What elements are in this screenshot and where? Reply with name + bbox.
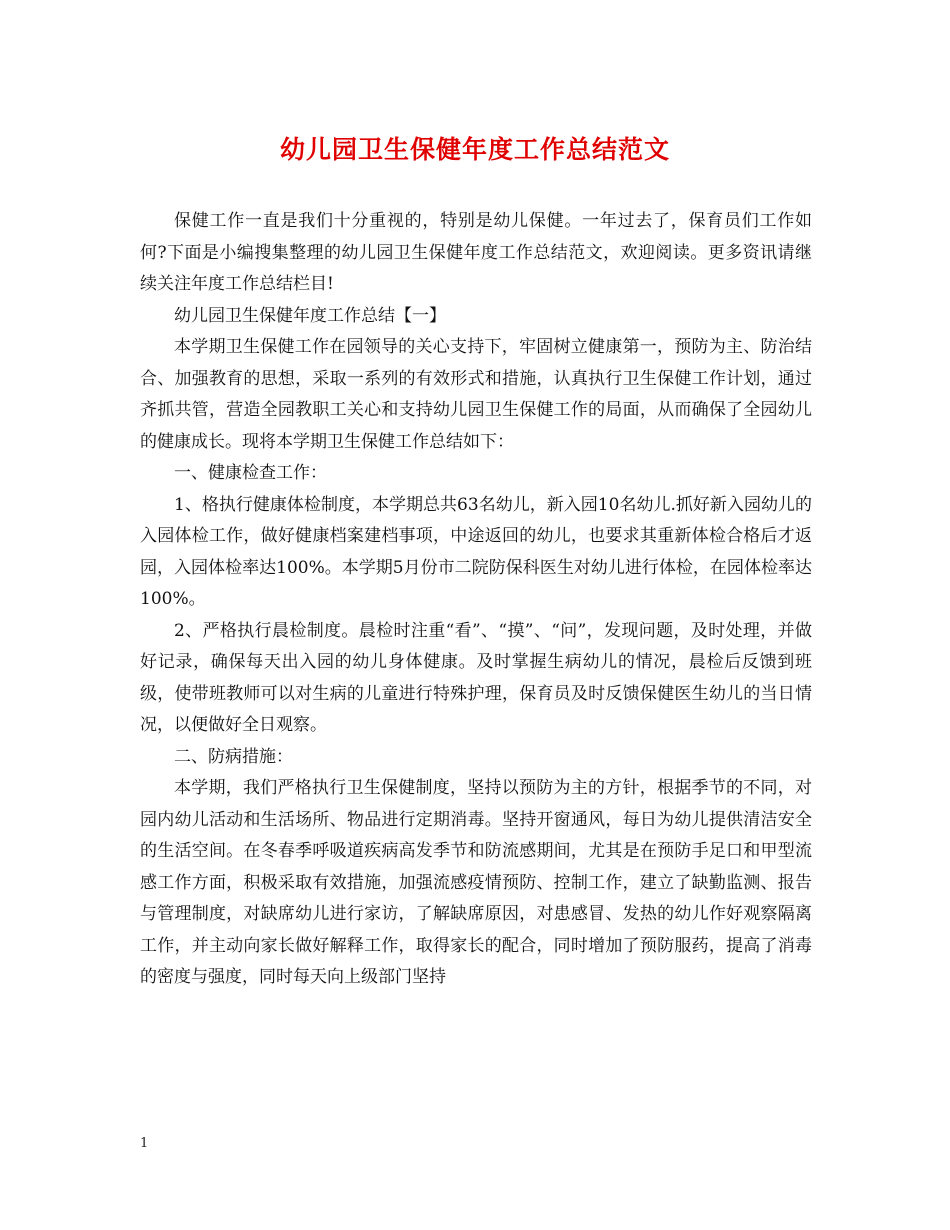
health-check-item-2: 2、严格执行晨检制度。晨检时注重“看”、“摸”、“问”，发现问题，及时处理，并做好记录，确保每天出入园的幼儿身体健康。及时掌握生病幼儿的情况，晨检后反馈到班级，使带班教师可以对生病的儿童进行特殊护理，保育员及时反馈保健医生幼儿的当日情况，以便做好全日观察。: [140, 620, 812, 735]
summary-paragraph: 本学期卫生保健工作在园领导的关心支持下，牢固树立健康第一，预防为主、防治结合、加强教育的思想，采取一系列的有效形式和措施，认真执行卫生保健工作计划，通过齐抓共管，营造全园教职工关心和支持幼儿园卫生保健工作的局面，从而确保了全园幼儿的健康成长。现将本学期卫生保健工作总结如下：: [140, 337, 812, 452]
health-check-item-1: 1、格执行健康体检制度，本学期总共63名幼儿，新入园10名幼儿.抓好新入园幼儿的入园体检工作，做好健康档案建档事项，中途返回的幼儿，也要求其重新体检合格后才返园，入园体检率达100%。本学期5月份市二院防保科医生对幼儿进行体检，在园体检率达100%。: [140, 494, 812, 609]
document-body: [140, 206, 812, 994]
prevention-paragraph: 本学期，我们严格执行卫生保健制度，坚持以预防为主的方针，根据季节的不同，对园内幼儿活动和生活场所、物品进行定期消毒。坚持开窗通风，每日为幼儿提供清洁安全的生活空间。在冬春季呼吸道疾病高发季节和防流感期间，尤其是在预防手足口和甲型流感工作方面，积极采取有效措施，加强流感疫情预防、控制工作，建立了缺勤监测、报告与管理制度，对缺席幼儿进行家访，了解缺席原因，对患感冒、发热的幼儿作好观察隔离工作，并主动向家长做好解释工作，取得家长的配合，同时增加了预防服药，提高了消毒的密度与强度，同时每天向上级部门坚持: [140, 778, 812, 987]
section-heading-part-one: 幼儿园卫生保健年度工作总结【一】: [174, 305, 446, 326]
section-heading-prevention: 二、防病措施：: [174, 746, 293, 767]
section-heading-health-check: 一、健康检查工作：: [174, 463, 327, 483]
document-title: 幼儿园卫生保健年度工作总结范文: [279, 135, 670, 164]
intro-paragraph: 保健工作一直是我们十分重视的，特别是幼儿保健。一年过去了，保育员们工作如何?下面是小编搜集整理的幼儿园卫生保健年度工作总结范文，欢迎阅读。更多资讯请继续关注年度工作总结栏目!: [140, 211, 812, 294]
page-number: 1: [140, 1136, 149, 1151]
